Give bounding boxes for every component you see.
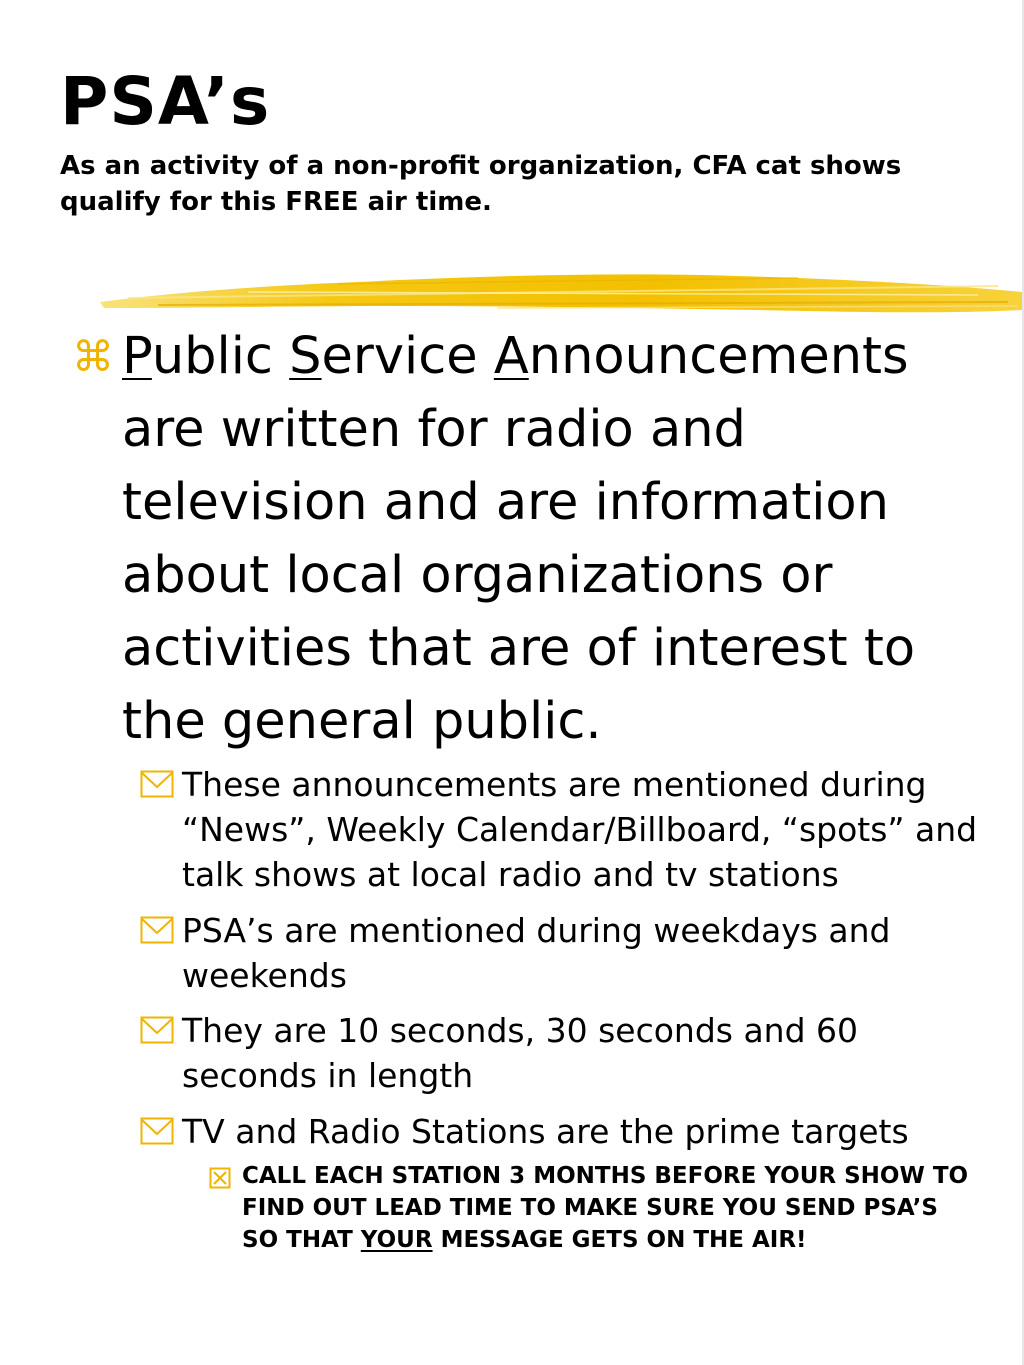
word-service-rest: ervice	[321, 327, 494, 386]
slide-subtitle: As an activity of a non-profit organization, CFA cat shows qualify for this FREE air time.	[60, 151, 902, 217]
command-key-icon: ⌘	[72, 332, 114, 381]
yellow-brush-stroke-divider	[98, 262, 1024, 328]
sub-sub-point-underlined: YOUR	[360, 1227, 433, 1253]
checked-box-icon	[209, 1167, 231, 1189]
main-point-body: are written for radio and television and are information about local organizations or activities that are of interest to the general public.	[122, 400, 916, 751]
sub-point-3: They are 10 seconds, 30 seconds and 60 seconds in length	[182, 1011, 859, 1095]
sub-sub-point-before: CALL EACH STATION 3 MONTHS BEFORE YOUR SHOW TO FIND OUT LEAD TIME TO MAKE SURE YOU SEND PSA’S SO THAT	[242, 1163, 969, 1253]
word-announcements-rest: nnouncements	[528, 327, 909, 386]
sub-sub-point-after: MESSAGE GETS ON THE AIR!	[432, 1227, 807, 1253]
sub-point-1: These announcements are mentioned during “News”, Weekly Calendar/Billboard, “spots” and talk shows at local radio and tv stations	[182, 765, 978, 894]
sub-sub-point	[242, 1160, 982, 1256]
envelope-icon	[140, 1117, 174, 1145]
initial-s: S	[289, 327, 322, 386]
slide-title: PSA’s	[60, 63, 271, 140]
envelope-icon	[140, 770, 174, 798]
sub-point-2: PSA’s are mentioned during weekdays and weekends	[182, 911, 891, 995]
word-public-rest: ublic	[151, 327, 290, 386]
initial-a: A	[493, 327, 529, 386]
envelope-icon	[140, 1016, 174, 1044]
envelope-icon	[140, 916, 174, 944]
main-point-text	[122, 320, 1002, 758]
sub-point-4: TV and Radio Stations are the prime targets	[182, 1112, 909, 1151]
initial-p: P	[122, 327, 152, 386]
